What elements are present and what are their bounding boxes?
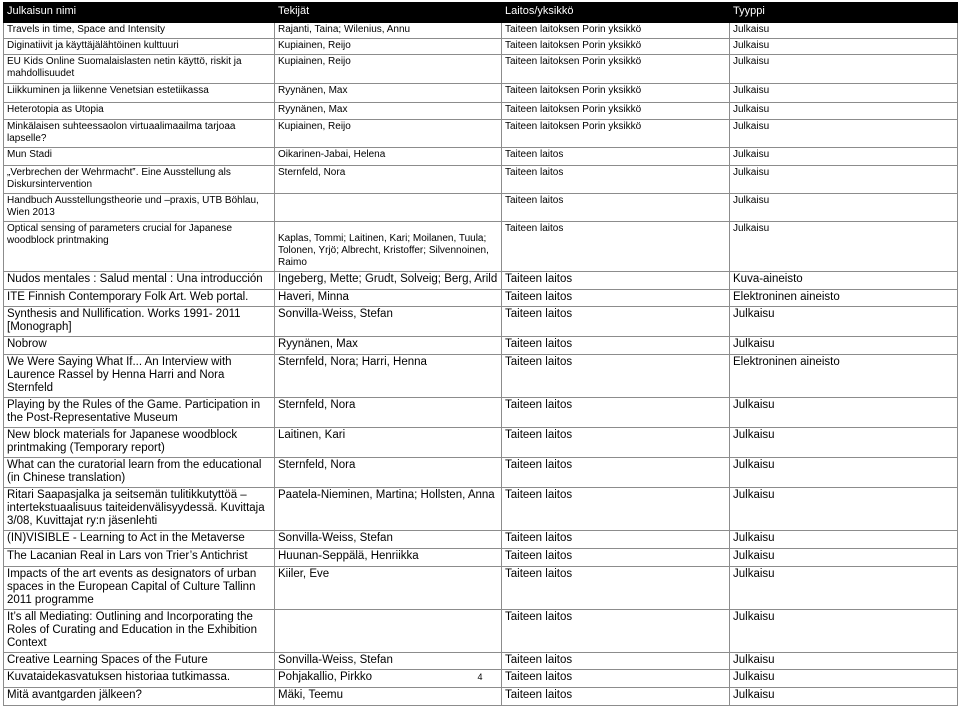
table-row — [4, 84, 958, 103]
cell-unit: Taiteen laitos — [502, 355, 730, 398]
cell-unit: Taiteen laitos — [502, 194, 730, 222]
cell-unit: Taiteen laitos — [502, 337, 730, 355]
cell-authors — [275, 610, 502, 653]
cell-authors: Paatela-Nieminen, Martina; Hollsten, Anna — [275, 488, 502, 531]
cell-type: Julkaisu — [730, 458, 958, 488]
cell-type: Julkaisu — [730, 428, 958, 458]
column-header-unit: Laitos/yksikkö — [502, 3, 730, 23]
table-row — [4, 39, 958, 55]
cell-unit: Taiteen laitoksen Porin yksikkö — [502, 39, 730, 55]
cell-unit: Taiteen laitos — [502, 653, 730, 670]
cell-unit: Taiteen laitos — [502, 307, 730, 337]
cell-authors: Kupiainen, Reijo — [275, 120, 502, 148]
cell-unit: Taiteen laitos — [502, 272, 730, 290]
table-row — [4, 103, 958, 120]
cell-authors: Sonvilla-Weiss, Stefan — [275, 653, 502, 670]
cell-unit: Taiteen laitos — [502, 458, 730, 488]
header-row — [4, 3, 958, 23]
cell-title: We Were Saying What If... An Interview with Laurence Rassel by Henna Harri and Nora Sternfeld — [4, 355, 275, 398]
cell-unit: Taiteen laitoksen Porin yksikkö — [502, 120, 730, 148]
table-row — [4, 688, 958, 706]
cell-authors: Kiiler, Eve — [275, 567, 502, 610]
table-row — [4, 55, 958, 84]
cell-unit: Taiteen laitos — [502, 531, 730, 549]
table-row — [4, 531, 958, 549]
cell-type: Julkaisu — [730, 166, 958, 194]
cell-unit: Taiteen laitos — [502, 166, 730, 194]
cell-unit: Taiteen laitos — [502, 670, 730, 688]
table-row — [4, 610, 958, 653]
table-row — [4, 355, 958, 398]
table-row — [4, 337, 958, 355]
cell-title: Creative Learning Spaces of the Future — [4, 653, 275, 670]
cell-title: New block materials for Japanese woodblock printmaking (Temporary report) — [4, 428, 275, 458]
cell-authors: Ryynänen, Max — [275, 337, 502, 355]
cell-title: Mun Stadi — [4, 148, 275, 166]
cell-title: Ritari Saapasjalka ja seitsemän tulitikkutyttöä – intertekstuaalisuus taiteidenvälisyydessä. Kuvittaja 3/08, Kuvittajat ry:n jäsenlehti — [4, 488, 275, 531]
cell-authors: Huunan-Seppälä, Henriikka — [275, 549, 502, 567]
cell-authors: Kaplas, Tommi; Laitinen, Kari; Moilanen, Tuula; Tolonen, Yrjö; Albrecht, Kristoffer; Silvennoinen, Raimo — [275, 222, 502, 272]
cell-type: Julkaisu — [730, 194, 958, 222]
column-header-type: Tyyppi — [730, 3, 958, 23]
cell-authors: Oikarinen-Jabai, Helena — [275, 148, 502, 166]
table-row — [4, 458, 958, 488]
cell-title: ITE Finnish Contemporary Folk Art. Web portal. — [4, 290, 275, 307]
cell-unit: Taiteen laitoksen Porin yksikkö — [502, 84, 730, 103]
cell-unit: Taiteen laitos — [502, 428, 730, 458]
table-header — [4, 3, 958, 23]
cell-type: Julkaisu — [730, 39, 958, 55]
cell-authors: Sternfeld, Nora — [275, 166, 502, 194]
cell-authors: Haveri, Minna — [275, 290, 502, 307]
table-row — [4, 290, 958, 307]
table-row — [4, 428, 958, 458]
table-row — [4, 398, 958, 428]
table-row — [4, 653, 958, 670]
cell-unit: Taiteen laitos — [502, 610, 730, 653]
cell-title: Liikkuminen ja liikenne Venetsian estetiikassa — [4, 84, 275, 103]
cell-title: Mitä avantgarden jälkeen? — [4, 688, 275, 706]
cell-type: Julkaisu — [730, 653, 958, 670]
cell-title: Diginatiivit ja käyttäjälähtöinen kulttuuri — [4, 39, 275, 55]
cell-authors: Pohjakallio, Pirkko — [275, 670, 502, 688]
page-number: 4 — [477, 672, 483, 682]
cell-unit: Taiteen laitos — [502, 222, 730, 272]
cell-unit: Taiteen laitos — [502, 148, 730, 166]
cell-type: Julkaisu — [730, 531, 958, 549]
cell-type: Julkaisu — [730, 670, 958, 688]
cell-title: Nobrow — [4, 337, 275, 355]
cell-type: Julkaisu — [730, 84, 958, 103]
cell-authors: Kupiainen, Reijo — [275, 39, 502, 55]
cell-title: Playing by the Rules of the Game. Participation in the Post-Representative Museum — [4, 398, 275, 428]
cell-type: Julkaisu — [730, 23, 958, 39]
cell-authors — [275, 194, 502, 222]
cell-type: Julkaisu — [730, 549, 958, 567]
table-row — [4, 272, 958, 290]
cell-title: Optical sensing of parameters crucial for Japanese woodblock printmaking — [4, 222, 275, 272]
cell-authors: Ryynänen, Max — [275, 84, 502, 103]
cell-authors: Sonvilla-Weiss, Stefan — [275, 307, 502, 337]
cell-type: Julkaisu — [730, 398, 958, 428]
cell-unit: Taiteen laitoksen Porin yksikkö — [502, 103, 730, 120]
table-row — [4, 307, 958, 337]
table-row — [4, 23, 958, 39]
cell-unit: Taiteen laitos — [502, 567, 730, 610]
cell-title: (IN)VISIBLE - Learning to Act in the Metaverse — [4, 531, 275, 549]
cell-title: Kuvataidekasvatuksen historiaa tutkimassa. — [4, 670, 275, 688]
cell-authors: Sternfeld, Nora — [275, 458, 502, 488]
cell-title: What can the curatorial learn from the educational (in Chinese translation) — [4, 458, 275, 488]
cell-type: Julkaisu — [730, 567, 958, 610]
cell-authors: Kupiainen, Reijo — [275, 55, 502, 84]
cell-unit: Taiteen laitoksen Porin yksikkö — [502, 23, 730, 39]
table-row — [4, 120, 958, 148]
table-row — [4, 194, 958, 222]
cell-authors: Ingeberg, Mette; Grudt, Solveig; Berg, Arild — [275, 272, 502, 290]
cell-title: „Verbrechen der Wehrmacht‟. Eine Ausstellung als Diskursintervention — [4, 166, 275, 194]
table-row — [4, 567, 958, 610]
cell-title: Heterotopia as Utopia — [4, 103, 275, 120]
cell-authors: Laitinen, Kari — [275, 428, 502, 458]
table-body — [4, 23, 958, 706]
cell-type: Julkaisu — [730, 488, 958, 531]
cell-title: Travels in time, Space and Intensity — [4, 23, 275, 39]
cell-type: Julkaisu — [730, 222, 958, 272]
cell-type: Elektroninen aineisto — [730, 355, 958, 398]
cell-authors: Sternfeld, Nora; Harri, Henna — [275, 355, 502, 398]
publications-table — [3, 2, 958, 706]
cell-unit: Taiteen laitoksen Porin yksikkö — [502, 55, 730, 84]
table-row — [4, 549, 958, 567]
cell-type: Kuva-aineisto — [730, 272, 958, 290]
cell-title: EU Kids Online Suomalaislasten netin käyttö, riskit ja mahdollisuudet — [4, 55, 275, 84]
cell-title: It’s all Mediating: Outlining and Incorporating the Roles of Curating and Education in the Exhibition Context — [4, 610, 275, 653]
cell-title: The Lacanian Real in Lars von Trier’s Antichrist — [4, 549, 275, 567]
table-row — [4, 488, 958, 531]
cell-type: Elektroninen aineisto — [730, 290, 958, 307]
cell-title: Impacts of the art events as designators of urban spaces in the European Capital of Culture Tallinn 2011 programme — [4, 567, 275, 610]
cell-type: Julkaisu — [730, 307, 958, 337]
cell-authors: Rajanti, Taina; Wilenius, Annu — [275, 23, 502, 39]
cell-type: Julkaisu — [730, 688, 958, 706]
table-row — [4, 148, 958, 166]
cell-authors: Sonvilla-Weiss, Stefan — [275, 531, 502, 549]
cell-unit: Taiteen laitos — [502, 488, 730, 531]
cell-unit: Taiteen laitos — [502, 549, 730, 567]
cell-authors: Sternfeld, Nora — [275, 398, 502, 428]
cell-type: Julkaisu — [730, 337, 958, 355]
column-header-title: Julkaisun nimi — [4, 3, 275, 23]
cell-type: Julkaisu — [730, 610, 958, 653]
table-row — [4, 222, 958, 272]
cell-title: Nudos mentales : Salud mental : Una introducción — [4, 272, 275, 290]
cell-type: Julkaisu — [730, 55, 958, 84]
cell-authors: Mäki, Teemu — [275, 688, 502, 706]
table-row — [4, 166, 958, 194]
cell-unit: Taiteen laitos — [502, 688, 730, 706]
cell-title: Synthesis and Nullification. Works 1991- 2011 [Monograph] — [4, 307, 275, 337]
column-header-authors: Tekijät — [275, 3, 502, 23]
cell-unit: Taiteen laitos — [502, 290, 730, 307]
cell-title: Minkälaisen suhteessaolon virtuaalimaailma tarjoaa lapselle? — [4, 120, 275, 148]
cell-title: Handbuch Ausstellungstheorie und –praxis, UTB Böhlau, Wien 2013 — [4, 194, 275, 222]
cell-type: Julkaisu — [730, 120, 958, 148]
cell-authors: Ryynänen, Max — [275, 103, 502, 120]
cell-type: Julkaisu — [730, 148, 958, 166]
cell-type: Julkaisu — [730, 103, 958, 120]
cell-unit: Taiteen laitos — [502, 398, 730, 428]
